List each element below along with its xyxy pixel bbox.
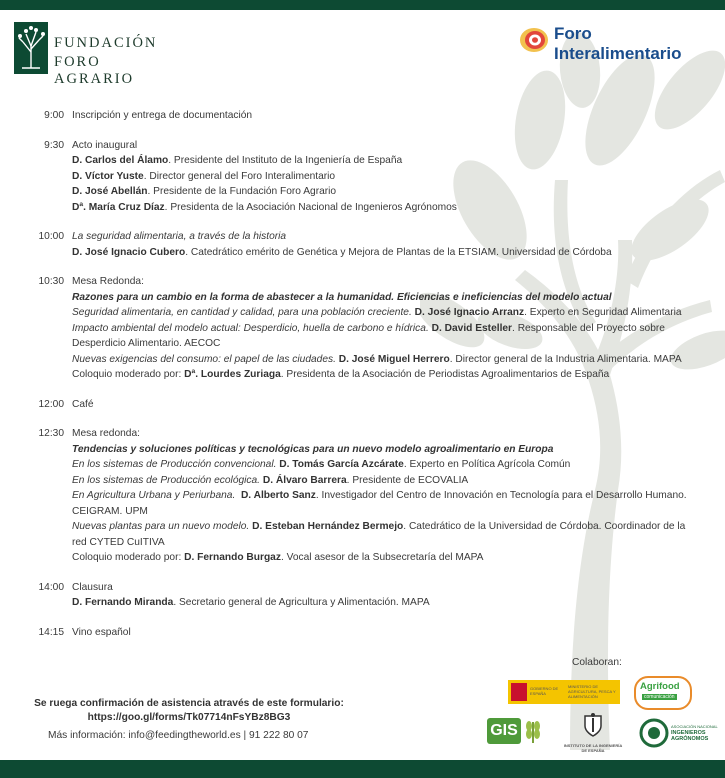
moderator-name: Dª. Lourdes Zuriaga — [184, 369, 281, 380]
slot-time: 14:00 — [38, 581, 64, 593]
gobierno-espana-logo — [508, 680, 620, 704]
fundacion-foro-agrario-logo — [14, 22, 184, 87]
ania-logo — [639, 716, 725, 756]
moderator-line — [72, 367, 692, 383]
agenda-slot — [0, 426, 725, 566]
speaker-role: . Responsable del Proyecto sobre — [512, 322, 665, 334]
slot-text: Café — [72, 398, 94, 410]
speaker-line — [72, 245, 692, 261]
coat-of-arms-icon — [511, 683, 527, 701]
speaker-role: . Catedrático de la Universidad de Córdoba. Coordinador de la — [403, 521, 686, 532]
moderator-name: D. Fernando Burgaz — [184, 552, 281, 563]
talk-title: En los sistemas de Producción convencional. — [72, 459, 277, 470]
moderator-role: . Presidenta de la Asociación de Periodistas Agroalimentarios de España — [280, 369, 610, 380]
slot-text: Vino español — [72, 626, 131, 638]
moderator-line — [72, 550, 692, 566]
speaker-line — [72, 595, 692, 611]
forum-name-line2: Interalimentario — [554, 44, 682, 63]
speaker-role-cont: CEIGRAM. UPM — [72, 505, 148, 517]
agenda-slot — [0, 580, 725, 611]
gis-text: GIS — [487, 718, 521, 744]
talk-line — [72, 473, 692, 489]
ania-seal-icon — [639, 718, 669, 748]
talk-title: Seguridad alimentaria, en cantidad y calidad, para una población creciente. — [72, 307, 412, 318]
speaker-name: D. José Abellán — [72, 186, 148, 197]
speaker-line — [72, 153, 692, 169]
speaker-role: . Secretario general de Agricultura y Alimentación. MAPA — [173, 597, 430, 608]
rings-logo-icon — [518, 26, 552, 54]
panel-subtitle: Tendencias y soluciones políticas y tecnológicas para un nuevo modelo agroalimentario en Europa — [72, 443, 554, 455]
foro-interalimentario-logo — [518, 24, 718, 74]
slot-time: 14:15 — [38, 626, 64, 638]
slot-text: Inscripción y entrega de documentación — [72, 110, 253, 121]
slot-time: 9:30 — [44, 139, 64, 151]
talk-line — [72, 352, 692, 368]
ministry-text: MINISTERIO DE AGRICULTURA, PESCA Y ALIMENTACIÓN — [568, 684, 616, 699]
moderator-label: Coloquio moderado por: — [72, 552, 185, 563]
iie-text: INSTITUTO DE LA INGENIERÍA DE ESPAÑA — [563, 743, 623, 753]
colaboran-label: Colaboran: — [572, 657, 622, 668]
speaker-name: D. José Ignacio Cubero — [72, 246, 186, 258]
speaker-name: D. Tomás García Azcárate — [279, 459, 404, 470]
crest-icon — [583, 712, 603, 738]
contact-info: Más información: info@feedingtheworld.es | 91 222 80 07 — [48, 730, 309, 741]
slot-time: 12:30 — [38, 428, 64, 439]
slot-title: Acto inaugural — [72, 139, 138, 151]
ania-small-text: ASOCIACIÓN NACIONAL — [671, 724, 718, 729]
speaker-line — [72, 200, 692, 216]
slot-time: 9:00 — [44, 110, 64, 121]
agrifood-logo — [634, 676, 692, 710]
slot-title: Clausura — [72, 581, 113, 593]
speaker-name: D. Fernando Miranda — [72, 597, 174, 608]
slot-title: Mesa Redonda: — [72, 276, 144, 287]
agenda-slot — [0, 397, 725, 413]
speaker-name: Dª. María Cruz Díaz — [72, 201, 165, 213]
slot-title: La seguridad alimentaria, a través de la historia — [72, 231, 287, 242]
gis-logo — [487, 718, 547, 746]
speaker-role: . Investigador del Centro de Innovación en Tecnología para el Desarrollo Humano. — [315, 490, 687, 501]
speaker-role-cont: Desperdicio Alimentario. AECOC — [72, 338, 221, 349]
speaker-name: D. Álvaro Barrera — [262, 474, 347, 486]
moderator-role: . Vocal asesor de la Subsecretaría del MAPA — [280, 552, 484, 563]
talk-title: Nuevas exigencias del consumo: el papel de las ciudades. — [72, 353, 336, 365]
talk-line — [72, 488, 692, 504]
agrifood-sub: comunicación — [644, 694, 675, 700]
agenda-slot — [0, 138, 725, 216]
talk-line — [72, 519, 692, 535]
slot-time: 10:00 — [38, 231, 64, 242]
speaker-role: . Presidente de ECOVALIA — [346, 474, 469, 486]
speaker-name: D. Esteban Hernández Bermejo — [252, 521, 404, 532]
talk-title: En Agricultura Urbana y Periurbana. — [72, 490, 236, 501]
speaker-role: . Presidente del Instituto de la Ingeniería de España — [168, 155, 403, 166]
agenda — [0, 108, 725, 654]
agenda-slot — [0, 625, 725, 641]
talk-title: En los sistemas de Producción ecológica. — [72, 474, 261, 486]
forum-name-line1: Foro — [554, 24, 592, 43]
speaker-role: . Presidenta de la Asociación Nacional de Ingenieros Agrónomos — [164, 201, 457, 213]
speaker-name: D. Víctor Yuste — [72, 170, 144, 182]
speaker-name: D. Alberto Sanz — [240, 490, 316, 501]
gov-text: GOBIERNO DE ESPAÑA — [530, 686, 559, 696]
agrifood-text: Agrifood — [640, 681, 680, 692]
speaker-name: D. Carlos del Álamo — [72, 155, 169, 166]
wheat-icon — [521, 718, 545, 744]
slot-title: Mesa redonda: — [72, 428, 140, 439]
speaker-name: D. José Ignacio Arranz — [414, 307, 525, 318]
panel-subtitle: Razones para un cambio en la forma de abastecer a la humanidad. Eficiencias e ineficiencias del modelo actual — [72, 291, 612, 303]
talk-title: Nuevas plantas para un nuevo modelo. — [72, 521, 250, 532]
talk-line — [72, 457, 692, 473]
speaker-line — [72, 169, 692, 185]
confirmation-note — [24, 697, 354, 725]
speaker-role: . Presidente de la Fundación Foro Agrario — [147, 186, 337, 197]
speaker-role: . Director general de la Industria Alimentaria. MAPA — [449, 353, 682, 365]
speaker-name: D. David Esteller — [431, 322, 513, 334]
form-link[interactable]: https://goo.gl/forms/Tk07714nFsYBz8BG3 — [87, 712, 291, 723]
ania-big-text: INGENIEROS AGRÓNOMOS — [671, 730, 709, 742]
confirmation-text: Se ruega confirmación de asistencia através de este formulario: — [34, 698, 344, 709]
speaker-role: . Director general del Foro Interalimentario — [143, 170, 336, 182]
slot-time: 12:00 — [38, 398, 64, 410]
talk-line — [72, 305, 692, 321]
slot-time: 10:30 — [38, 276, 64, 287]
speaker-role: . Catedrático emérito de Genética y Mejora de Plantas de la ETSIAM. Universidad de Córdoba — [185, 246, 612, 258]
top-bar — [0, 0, 725, 10]
talk-title: Impacto ambiental del modelo actual: Desperdicio, huella de carbono e hídrica. — [72, 322, 429, 334]
speaker-name: D. José Miguel Herrero — [338, 353, 450, 365]
bottom-bar — [0, 760, 725, 778]
moderator-label: Coloquio moderado por: — [72, 369, 185, 380]
speaker-role-cont: red CYTED CuITIVA — [72, 536, 165, 548]
org-name-line1: FUNDACIÓN — [54, 35, 158, 51]
speaker-role: . Experto en Política Agrícola Común — [403, 459, 571, 470]
agenda-slot — [0, 229, 725, 260]
agenda-slot — [0, 274, 725, 383]
speaker-line — [72, 184, 692, 200]
org-name-line2: FORO AGRARIO — [54, 54, 135, 87]
tree-logo-icon — [14, 22, 48, 74]
iie-logo — [562, 712, 624, 756]
speaker-role: . Experto en Seguridad Alimentaria — [524, 307, 682, 318]
agenda-slot — [0, 108, 725, 124]
talk-line — [72, 321, 692, 337]
